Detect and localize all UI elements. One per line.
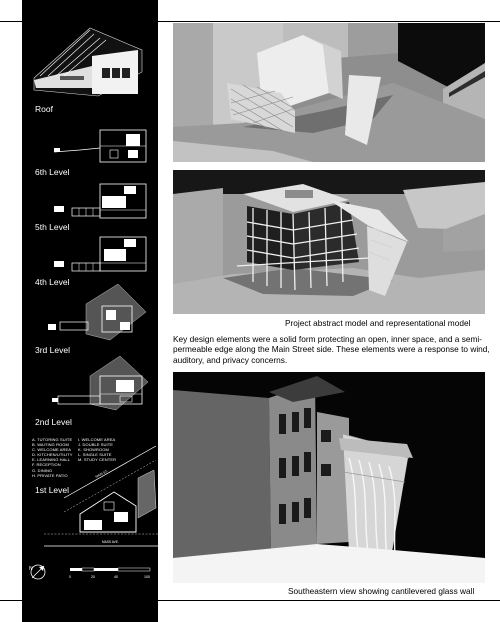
scale-tick: 0 bbox=[69, 575, 71, 579]
caption-southeastern: Southeastern view showing cantilevered glass wall bbox=[288, 586, 475, 596]
caption-model: Project abstract model and representational model bbox=[285, 318, 471, 328]
plan-6th-level bbox=[50, 126, 150, 166]
photo-representational-model bbox=[173, 170, 485, 314]
plan-5th-level bbox=[50, 182, 150, 220]
street-label-main: MAIN ST. bbox=[94, 469, 109, 479]
plan-1st-level-site bbox=[44, 446, 158, 554]
level-label-4th: 4th Level bbox=[35, 277, 70, 287]
legend-item: I. WELCOME AREA bbox=[78, 437, 116, 442]
legend-item: A. TUTORING SUITE bbox=[32, 437, 73, 442]
level-label-3rd: 3rd Level bbox=[35, 345, 70, 355]
scale-bar bbox=[68, 566, 154, 582]
plan-2nd-level bbox=[50, 354, 150, 412]
north-label: N bbox=[29, 566, 33, 572]
north-arrow-icon bbox=[28, 562, 48, 582]
legend-item: K. SHOWROOM bbox=[78, 447, 109, 453]
level-label-roof: Roof bbox=[35, 104, 53, 114]
legend-item: C. WELCOME AREA bbox=[32, 447, 72, 453]
scale-tick: 40 bbox=[114, 575, 118, 579]
photo-abstract-model bbox=[173, 23, 485, 162]
level-label-2nd: 2nd Level bbox=[35, 417, 72, 427]
design-description: Key design elements were a solid form protecting an open, inner space, and a semi-permeable edge along the Main Street side. These elements were a response to wind, auditory, and privacy concerns. bbox=[173, 334, 490, 365]
legend-item: L. SINGLE SUITE bbox=[78, 452, 112, 458]
scale-tick: 100 bbox=[144, 575, 150, 579]
floor-plans-panel bbox=[22, 0, 158, 622]
level-label-5th: 5th Level bbox=[35, 222, 70, 232]
legend-item: D. KITCHEN/UTILITY bbox=[32, 452, 73, 458]
plan-4th-level bbox=[50, 235, 150, 275]
legend-item: M. STUDY CENTER bbox=[78, 457, 117, 463]
legend-item: H. PRIVATE PATIO bbox=[32, 472, 68, 478]
level-label-6th: 6th Level bbox=[35, 167, 70, 177]
legend-item: F. RECEPTION bbox=[32, 462, 61, 468]
scale-tick: 20 bbox=[91, 575, 95, 579]
photo-southeastern-view bbox=[173, 372, 485, 583]
street-label-mass: MASS AVE. bbox=[102, 540, 119, 544]
level-label-1st: 1st Level bbox=[35, 485, 70, 495]
legend-item: B. WAITING ROOM bbox=[32, 442, 69, 448]
plan-3rd-level bbox=[46, 282, 150, 342]
legend-item: J. DOUBLE SUITE bbox=[78, 442, 114, 448]
legend-item: G. DINING bbox=[32, 467, 53, 473]
legend-item: E. LEARNING HALL bbox=[32, 457, 71, 463]
roof-axonometric-drawing bbox=[30, 20, 150, 100]
